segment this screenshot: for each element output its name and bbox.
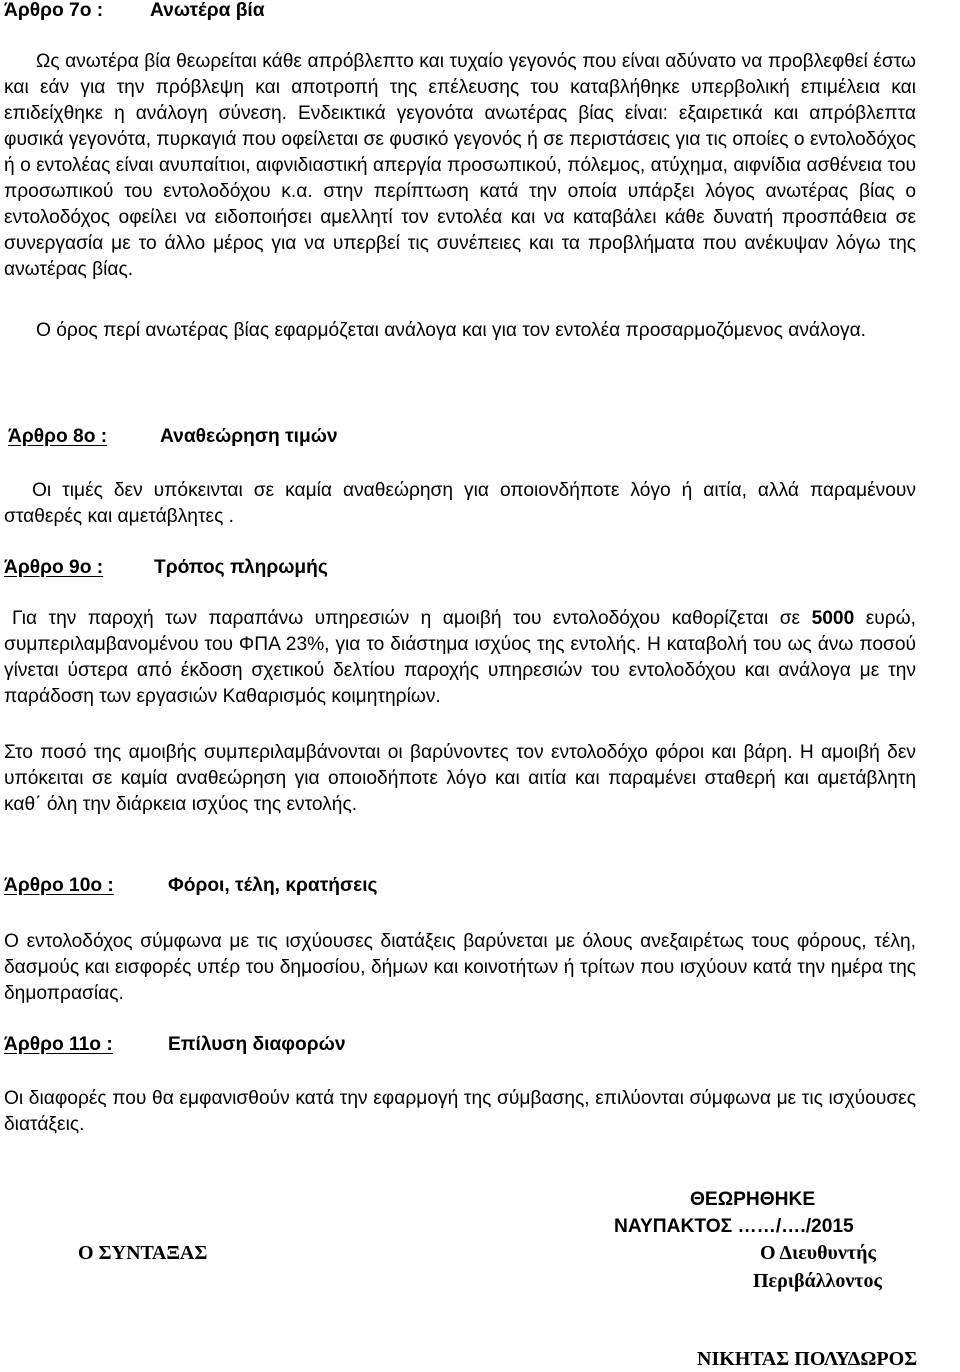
article-8-heading xyxy=(8,424,338,450)
article-11-paragraph-1: Οι διαφορές που θα εμφανισθούν κατά την εφαρμογή της σύμβασης, επιλύονται σύμφωνα με τις ισχύουσες διατάξεις. xyxy=(4,1088,916,1135)
article-10-paragraph-1: Ο εντολοδόχος σύμφωνα με τις ισχύουσες διατάξεις βαρύνεται με όλους ανεξαιρέτως τους φόρους, τέλη, δασμούς και εισφορές υπέρ του δημοσίου, δήμων και κοινοτήτων ή τρίτων που ισχύουν κατά την ημέρα της δημοπρασίας. xyxy=(4,931,916,1004)
article-7-paragraph-1: Ως ανωτέρα βία θεωρείται κάθε απρόβλεπτο και τυχαίο γεγονός που είναι αδύνατο να προβλεφθεί έστω και εάν για την πρόβλεψη και αποτροπή της επέλευσης του καταβλήθηκε υπερβολική επιμέλεια και επιδείχθηκε η ανάλογη σύνεση. Ενδεικτικά γεγονότα ανωτέρας βίας είναι: εξαιρετικά και απρόβλεπτα φυσικά γεγονότα, πυρκαγιά που οφείλεται σε φυσικό γεγονός ή σε περιστάσεις για τις οποίες ο εντολοδόχος ή ο εντολέας είναι ανυπαίτιοι, αιφνιδιαστική απεργία προσωπικού, πόλεμος, ατύχημα, αιφνίδια ασθένεια του προσωπικού του εντολοδόχου κ.α. στην περίπτωση κατά την οποία υπάρξει λόγος ανωτέρας βίας ο εντολοδόχος οφείλει να ειδοποιήσει αμελλητί τον εντολέα και να καταβάλει κάθε δυνατή προσπάθεια σε συνεργασία με το άλλο μέρος για να υπερβεί τις συνέπειες και τα προβλήματα που ανέκυψαν λόγω της ανωτέρας βίας. xyxy=(4,51,916,280)
article-9-amount: 5000 xyxy=(811,608,855,629)
director-title: Ο Διευθυντής xyxy=(760,1242,876,1264)
composer-label: Ο ΣΥΝΤΑΞΑΣ xyxy=(78,1242,208,1264)
article-9-title: Τρόπος πληρωμής xyxy=(154,557,328,578)
approval-label: ΘΕΩΡΗΘΗΚΕ xyxy=(690,1189,816,1210)
article-11-heading xyxy=(4,1032,346,1058)
signatory-name: ΝΙΚΗΤΑΣ ΠΟΛΥΔΩΡΟΣ xyxy=(697,1348,918,1370)
article-9-paragraph-1 xyxy=(4,606,916,710)
article-9-paragraph-2: Στο ποσό της αμοιβής συμπεριλαμβάνονται οι βαρύνοντες τον εντολοδόχο φόροι και βάρη. Η αμοιβή δεν υπόκειται σε καμία αναθεώρηση για οποιοδήποτε λόγο και αιτία και παραμένει σταθερή και αμετάβλητη καθ΄ όλη την διάρκεια ισχύος της εντολής. xyxy=(4,742,916,815)
article-9-heading xyxy=(4,555,328,581)
article-8-number: Άρθρο 8ο : xyxy=(8,426,108,447)
article-8-paragraph-1: Οι τιμές δεν υπόκεινται σε καμία αναθεώρηση για οποιονδήποτε λόγο ή αιτία, αλλά παραμένουν σταθερές και αμετάβλητες . xyxy=(4,480,916,527)
article-8-title: Αναθεώρηση τιμών xyxy=(160,426,338,447)
article-11-number: Άρθρο 11ο : xyxy=(4,1034,113,1055)
article-7-number: Άρθρο 7ο : xyxy=(4,0,104,21)
article-9-number: Άρθρο 9ο : xyxy=(4,557,104,578)
article-7-heading xyxy=(4,0,265,24)
article-7-paragraph-2: Ο όρος περί ανωτέρας βίας εφαρμόζεται ανάλογα και για τον εντολέα προσαρμοζόμενος ανάλογα. xyxy=(36,320,867,341)
place-date-line: ΝΑΥΠΑΚΤΟΣ ……/…./2015 xyxy=(614,1216,854,1237)
director-department: Περιβάλλοντος xyxy=(753,1270,882,1292)
article-10-title: Φόροι, τέλη, κρατήσεις xyxy=(168,875,378,896)
article-9-paragraph-1-rest: ευρώ, συμπεριλαμβανομένου του ΦΠΑ 23%, για το διάστημα ισχύος της εντολής. Η καταβολή του ως άνω ποσού γίνεται ύστερα από έκδοση σχετικού δελτίου παροχής υπηρεσιών του εντολοδόχου και ανάλογα με την παράδοση των εργασιών Καθαρισμός κοιμητηρίων. xyxy=(4,608,916,707)
article-9-paragraph-1-lead: Για την παροχή των παραπάνω υπηρεσιών η αμοιβή του εντολοδόχου καθορίζεται σε xyxy=(12,608,801,629)
article-10-number: Άρθρο 10ο : xyxy=(4,875,114,896)
article-11-title: Επίλυση διαφορών xyxy=(168,1034,346,1055)
article-10-heading xyxy=(4,873,378,899)
article-7-title: Ανωτέρα βία xyxy=(150,0,265,21)
